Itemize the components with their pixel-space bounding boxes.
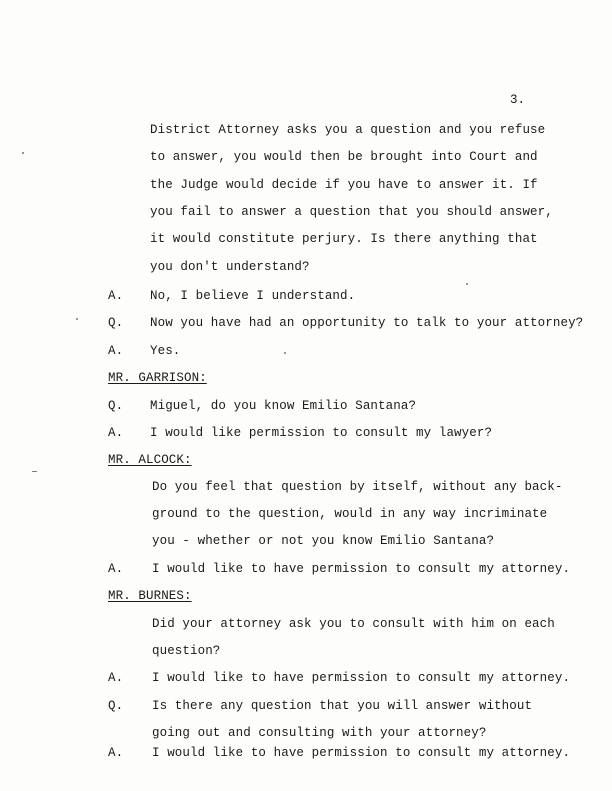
answer-text: No, I believe I understand.: [150, 289, 356, 303]
question-text: Now you have had an opportunity to talk to your attorney?: [150, 316, 584, 330]
speaker-heading: MR. ALCOCK:: [108, 453, 192, 467]
scan-speck: [32, 471, 37, 472]
scan-speck: [22, 152, 24, 154]
transcript-line: the Judge would decide if you have to answer it. If: [150, 178, 538, 192]
transcript-line: going out and consulting with your attorney?: [152, 726, 487, 740]
answer-text: I would like to have permission to consult my attorney.: [152, 671, 571, 685]
transcript-line: District Attorney asks you a question and you refuse: [150, 123, 546, 137]
scan-speck: [284, 352, 286, 354]
page-number: 3.: [510, 93, 526, 107]
answer-label: A.: [108, 671, 124, 685]
transcript-line: you - whether or not you know Emilio Santana?: [152, 534, 495, 548]
answer-label: A.: [108, 289, 124, 303]
question-label: Q.: [108, 399, 124, 413]
speaker-heading: MR. BURNES:: [108, 589, 192, 603]
speaker-heading: MR. GARRISON:: [108, 371, 207, 385]
answer-text: I would like permission to consult my lawyer?: [150, 426, 493, 440]
question-text: Miguel, do you know Emilio Santana?: [150, 399, 417, 413]
answer-text: Yes.: [150, 344, 181, 358]
transcript-line: you fail to answer a question that you should answer,: [150, 205, 553, 219]
transcript-line: to answer, you would then be brought into Court and: [150, 150, 538, 164]
transcript-line: question?: [152, 644, 221, 658]
transcript-line: Do you feel that question by itself, without any back-: [152, 480, 563, 494]
answer-label: A.: [108, 562, 124, 576]
answer-label: A.: [108, 426, 124, 440]
answer-label: A.: [108, 746, 124, 760]
scan-speck: [466, 283, 468, 285]
transcript-line: you don't understand?: [150, 260, 310, 274]
question-text: Is there any question that you will answer without: [152, 699, 533, 713]
scan-speck: [76, 318, 78, 320]
question-label: Q.: [108, 316, 124, 330]
transcript-line: ground to the question, would in any way incriminate: [152, 507, 548, 521]
question-label: Q.: [108, 699, 124, 713]
transcript-line: it would constitute perjury. Is there anything that: [150, 232, 538, 246]
answer-text: I would like to have permission to consult my attorney.: [152, 562, 571, 576]
answer-text: I would like to have permission to consult my attorney.: [152, 746, 571, 760]
answer-label: A.: [108, 344, 124, 358]
transcript-line: Did your attorney ask you to consult with him on each: [152, 617, 555, 631]
